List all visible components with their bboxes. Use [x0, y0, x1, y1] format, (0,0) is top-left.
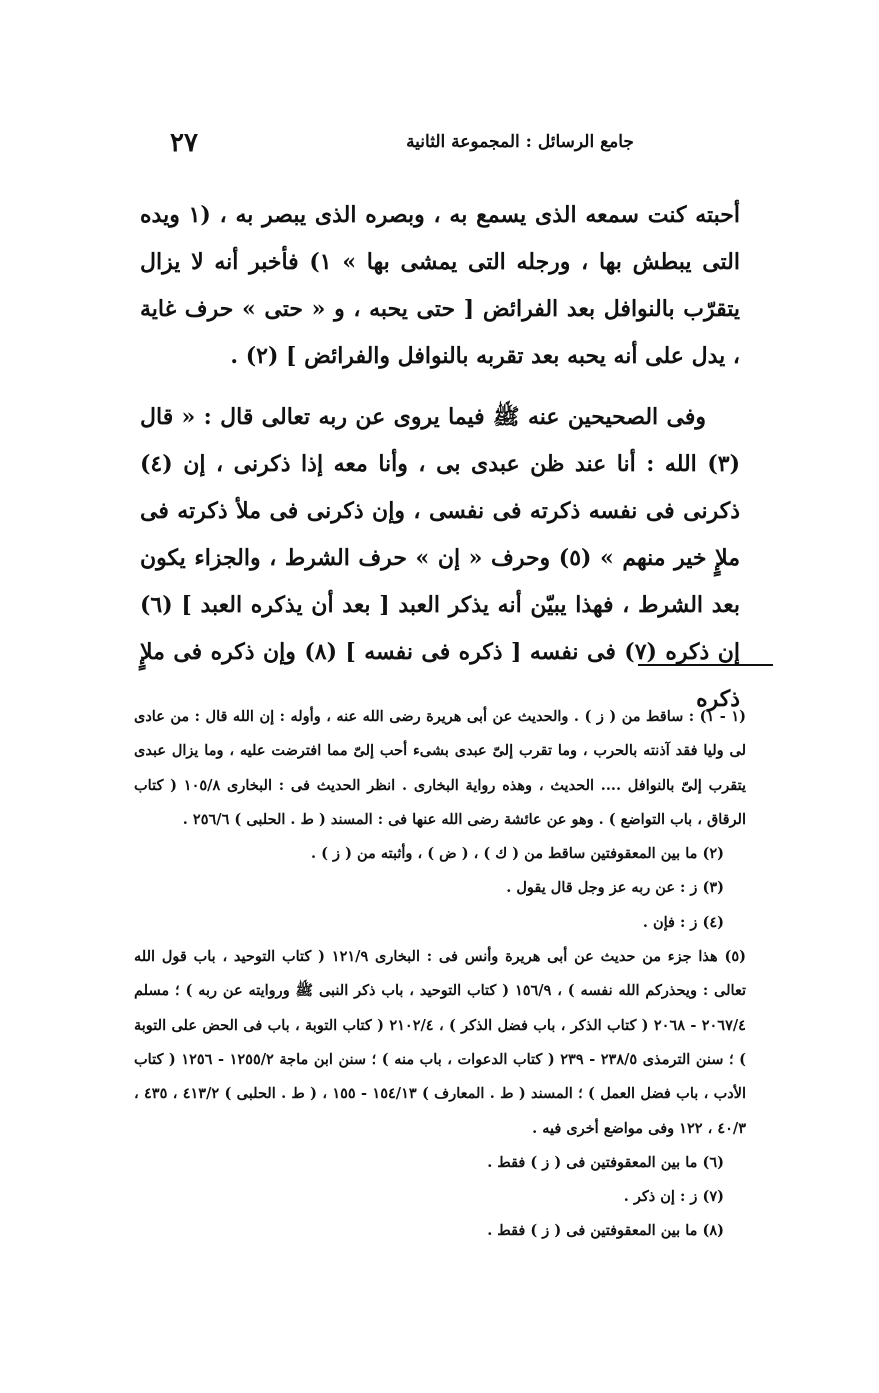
paragraph-2: وفى الصحيحين عنه ﷺ فيما يروى عن ربه تعالى قال : « قال (٣) الله : أنا عند ظن عبدى بى ، وأنا معه إذا ذكرنى ، إن (٤) ذكرنى فى نفسه ذكرته فى نفسى ، وإن ذكرنى فى ملأ ذكرته فى ملإٍ خير منهم » (٥) وحرف « إن » حرف الشرط ، والجزاء يكون بعد الشرط ، فهذا يبيّن أنه يذكر العبد [ بعد أن يذكره العبد ] (٦) إن ذكره (٧) فى نفسه [ ذكره فى نفسه ] (٨) وإن ذكره فى ملإٍ ذكره	[140, 404, 740, 712]
footnotes	[134, 700, 746, 1249]
footnote-7: (٧) ز : إن ذكر .	[623, 1188, 724, 1206]
footnote-3: (٣) ز : عن ربه عز وجل قال يقول .	[506, 879, 724, 897]
running-title: جامع الرسائل : المجموعة الثانية	[406, 132, 634, 152]
page-number: ٢٧	[170, 128, 198, 158]
footnote-8: (٨) ما بين المعقوفتين فى ( ز ) فقط .	[487, 1222, 724, 1240]
footnote-4: (٤) ز : فإن .	[642, 913, 724, 931]
footnote-6: (٦) ما بين المعقوفتين فى ( ز ) فقط .	[487, 1153, 724, 1171]
footnote-2: (٢) ما بين المعقوفتين ساقط من ( ك ) ، ( ض ) ، وأثبته من ( ز ) .	[311, 845, 724, 863]
main-text	[140, 192, 740, 737]
footnote-separator	[638, 664, 773, 666]
page-header	[140, 128, 740, 160]
paragraph-1: أحبته كنت سمعه الذى يسمع به ، وبصره الذى يبصر به ، (١ ويده التى يبطش بها ، ورجله التى يمشى بها » ١) فأخبر أنه لا يزال يتقرّب بالنوافل بعد الفرائض [ حتى يحبه ، و « حتى » حرف غاية ، يدل على أنه يحبه بعد تقربه بالنوافل والفرائض ] (٢) .	[140, 202, 740, 369]
footnote-1: (١ - ١) : ساقط من ( ز ) . والحديث عن أبى هريرة رضى الله عنه ، وأوله : إن الله قال : من عادى لى وليا فقد آذنته بالحرب ، وما تقرب إلىّ عبدى بشىء أحب إلىّ مما افترضت عليه ، وما يزال عبدى يتقرب إلىّ بالنوافل .... الحديث ، وهذه رواية البخارى . انظر الحديث فى : البخارى ١٠٥/٨ ( كتاب الرقاق ، باب التواضع ) . وهو عن عائشة رضى الله عنها فى : المسند ( ط . الحلبى ) ٢٥٦/٦ .	[134, 708, 746, 828]
footnote-5: (٥) هذا جزء من حديث عن أبى هريرة وأنس فى : البخارى ١٢١/٩ ( كتاب التوحيد ، باب قول الله تعالى : ويحذركم الله نفسه ) ، ١٥٦/٩ ( كتاب التوحيد ، باب ذكر النبى ﷺ وروايته عن ربه ) ؛ مسلم ٢٠٦٧/٤ - ٢٠٦٨ ( كتاب الذكر ، باب فضل الذكر ) ، ٢١٠٢/٤ ( كتاب التوبة ، باب فى الحض على التوبة ) ؛ سنن الترمذى ٢٣٨/٥ - ٢٣٩ ( كتاب الدعوات ، باب منه ) ؛ سنن ابن ماجة ١٢٥٥/٢ - ١٢٥٦ ( كتاب الأدب ، باب فضل العمل ) ؛ المسند ( ط . المعارف ) ١٥٤/١٣ - ١٥٥ ، ( ط . الحلبى ) ٤١٣/٢ ، ٤٣٥ ، ٤٠/٣ ، ١٢٢ وفى مواضع أخرى فيه .	[134, 948, 746, 1137]
